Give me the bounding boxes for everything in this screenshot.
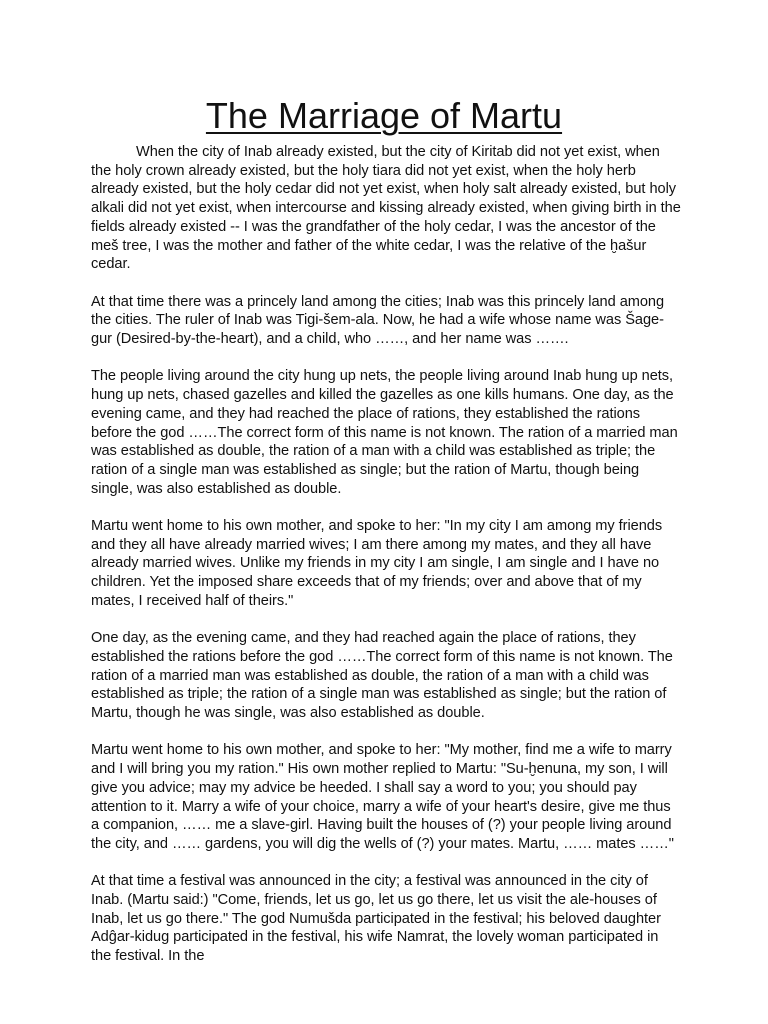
page-title: The Marriage of Martu: [205, 95, 563, 136]
paragraph: The people living around the city hung up nets, the people living around Inab hung up nets, hung up nets, chased gazelles and killed the gazelles as one kills humans. One day, as the evening came, and they had reached the place of rations, they established the rations before the god ……The correct form of this name is not known. The ration of a married man was established as double, the ration of a man with a child was established as triple; the ration of a single man was established as single; but the ration of Martu, though being single, was also established as double.: [91, 368, 678, 497]
paragraph: Martu went home to his own mother, and spoke to her: "My mother, find me a wife to marry and I will bring you my ration." His own mother replied to Martu: "Su-ḫenuna, my son, I will give you advice; may my advice be heeded. I shall say a word to you; you should pay attention to it. Marry a wife of your choice, marry a wife of your heart's desire, give me thus a companion, …… me a slave-girl. Having built the houses of (?) your people living around the city, and …… gardens, you will dig the wells of (?) your mates. Martu, …… mates ……": [91, 742, 674, 852]
paragraph: One day, as the evening came, and they had reached again the place of rations, they established the rations before the god ……The correct form of this name is not known. The ration of a married man was established as double, the ration of a man with a child was established as triple; the ration of a single man was established as single; but the ration of Martu, though he was single, was also established as double.: [91, 630, 673, 722]
paragraph: Martu went home to his own mother, and spoke to her: "In my city I am among my friends and they all have already married wives; I am there among my mates, and they all have already married wives. Unlike my friends in my city I am single, I am single and I have no children. Yet the imposed share exceeds that of my friends; over and above that of my mates, I received half of theirs.": [91, 518, 663, 609]
paragraph: At that time there was a princely land among the cities; Inab was this princely land among the cities. The ruler of Inab was Tigi-šem-ala. Now, he had a wife whose name was Šage-gur (Desired-by-the-heart), and a child, who ……, and her name was …….: [91, 293, 665, 348]
paragraph: At that time a festival was announced in the city; a festival was announced in the city of Inab. (Martu said:) "Come, friends, let us go, let us go there, let us visit the ale-houses of Inab, let us go there." The god Numušda participated in the festival; his beloved daughter Adĝar-kidug participated in the festival, his wife Namrat, the lovely woman participated in the festival. In the: [91, 873, 661, 965]
paragraph: When the city of Inab already existed, but the city of Kiritab did not yet exist, when the holy crown already existed, but the holy tiara did not yet exist, when the holy herb already existed, but the holy cedar did not yet exist, when holy salt already existed, but holy alkali did not yet exist, when intercourse and kissing already existed, when giving birth in the fields already existed -- I was the grandfather of the holy cedar, I was the ancestor of the meš tree, I was the mother and father of the white cedar, I was the relative of the ḫašur cedar.: [91, 144, 681, 273]
document-body: [91, 143, 681, 985]
